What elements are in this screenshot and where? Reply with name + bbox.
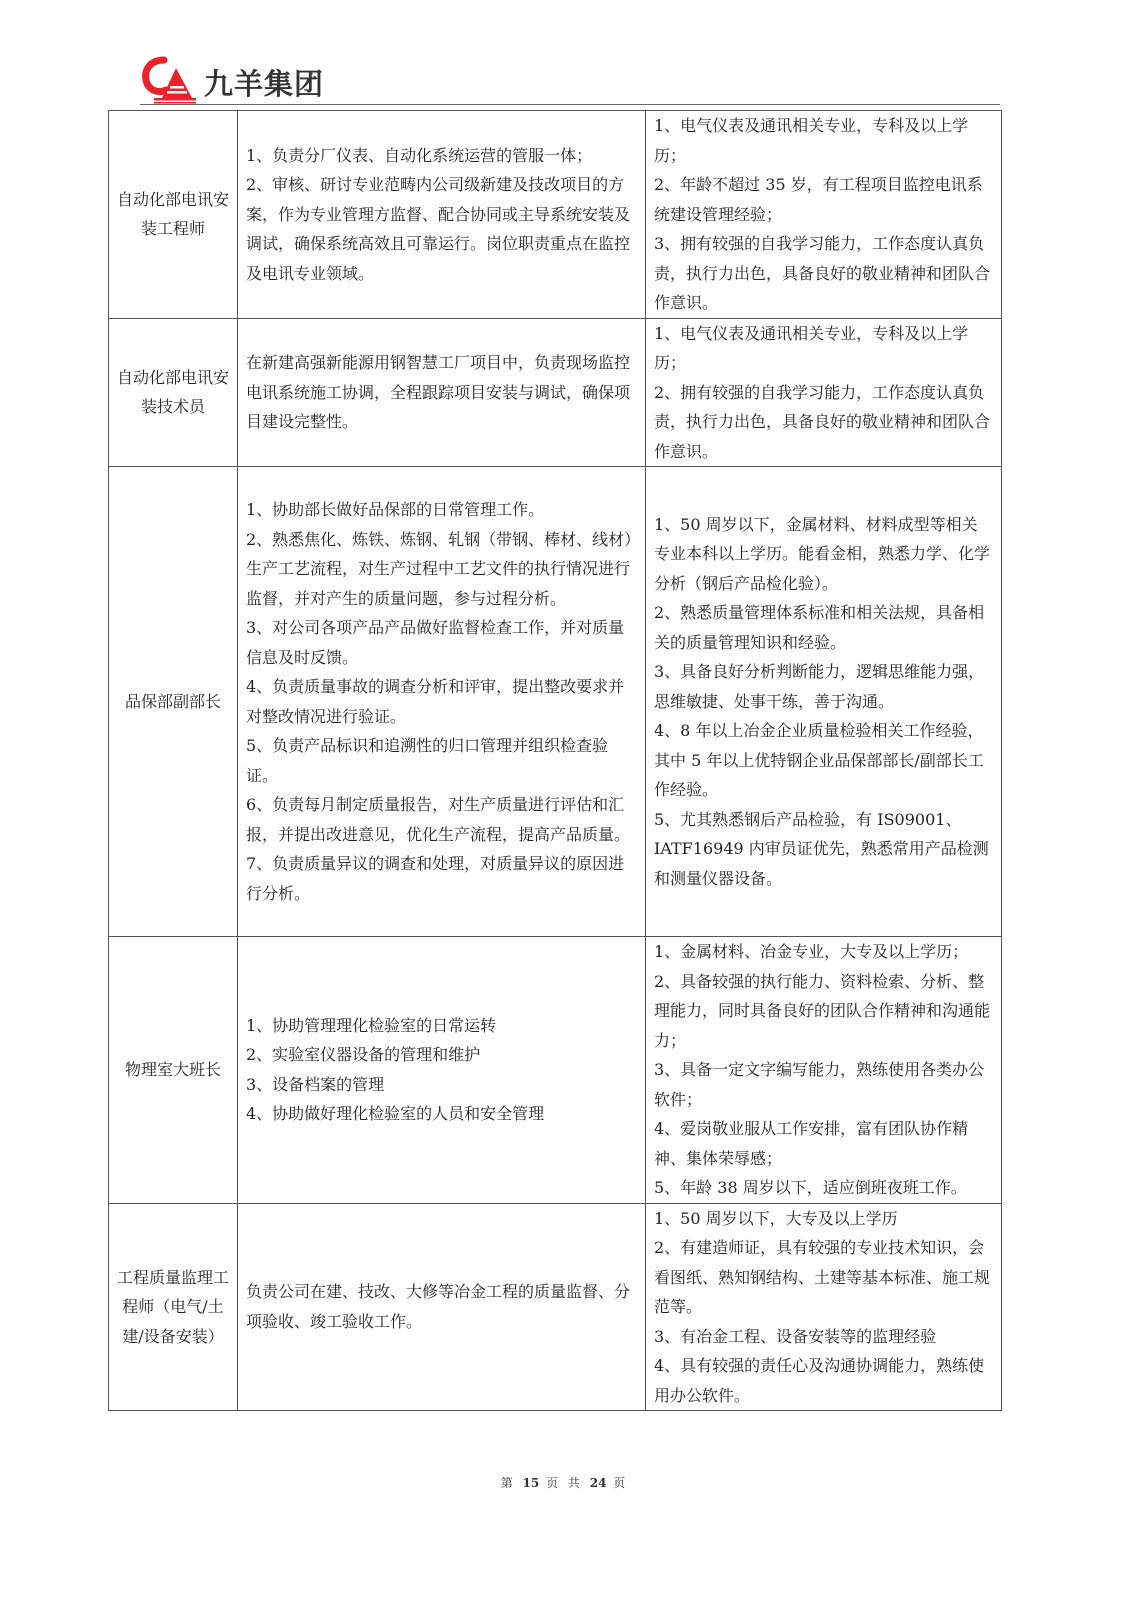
requirement-item: 4、8 年以上冶金企业质量检验相关工作经验，其中 5 年以上优特钢企业品保部部长/副部长工作经验。 [654, 721, 984, 800]
requirement-item: 1、电气仪表及通讯相关专业，专科及以上学历； [654, 116, 969, 165]
requirement-item: 2、熟悉质量管理体系标准和相关法规，具备相关的质量管理知识和经验。 [654, 603, 985, 652]
requirement-item: 3、具备一定文字编写能力，熟练使用各类办公软件； [654, 1060, 985, 1109]
position-cell: 工程质量监理工程师（电气/土建/设备安装） [109, 1203, 238, 1411]
requirements-cell [646, 1203, 1002, 1411]
requirement-item: 1、50 周岁以下，金属材料、材料成型等相关专业本科以上学历。能看金相，熟悉力学、化学分析（钢后产品检化验）。 [654, 514, 991, 593]
table-row [109, 467, 1002, 937]
job-table [108, 110, 1002, 1411]
position-cell: 自动化部电讯安装工程师 [109, 111, 238, 319]
requirements-cell [646, 318, 1002, 467]
requirement-item: 3、拥有较强的自我学习能力，工作态度认真负责，执行力出色，具备良好的敬业精神和团队合作意识。 [654, 234, 991, 312]
header-divider [140, 104, 1000, 105]
page-footer [0, 1474, 1129, 1491]
duties-cell [238, 937, 646, 1204]
duty-item: 5、负责产品标识和追溯性的归口管理并组织检查验证。 [246, 736, 609, 785]
requirement-item: 1、50 周岁以下，大专及以上学历 [654, 1208, 898, 1228]
duty-item: 1、协助部长做好品保部的日常管理工作。 [246, 500, 545, 519]
footer-middle: 页 共 [546, 1476, 583, 1490]
duty-item: 4、协助做好理化检验室的人员和安全管理 [246, 1104, 545, 1124]
company-name: 九羊集团 [204, 67, 325, 101]
duty-item: 2、实验室仪器设备的管理和维护 [246, 1045, 481, 1065]
table-row [109, 937, 1002, 1204]
duty-item: 1、协助管理理化检验室的日常运转 [246, 1015, 497, 1035]
duty-item: 7、负责质量异议的调查和处理，对质量异议的原因进行分析。 [246, 854, 625, 903]
total-pages: 24 [589, 1476, 607, 1490]
duties-cell [238, 1203, 646, 1411]
position-cell: 品保部副部长 [109, 467, 238, 937]
duty-item: 3、对公司各项产品产品做好监督检查工作，并对质量信息及时反馈。 [246, 618, 625, 667]
table-row [109, 1203, 1002, 1411]
position-cell: 自动化部电讯安装技术员 [109, 318, 238, 467]
duty-item: 2、熟悉焦化、炼铁、炼钢、轧钢（带钢、棒材、线材）生产工艺流程，对生产过程中工艺文件的执行情况进行监督，并对产生的质量问题，参与过程分析。 [246, 529, 633, 608]
table-row [109, 318, 1002, 467]
requirement-item: 4、爱岗敬业服从工作安排，富有团队协作精神、集体荣辱感； [654, 1119, 969, 1168]
duties-cell [238, 111, 646, 319]
duty-item: 3、设备档案的管理 [246, 1074, 385, 1094]
requirement-item: 5、年龄 38 周岁以下，适应倒班夜班工作。 [654, 1178, 967, 1197]
position-cell: 物理室大班长 [109, 937, 238, 1204]
requirement-item: 1、电气仪表及通讯相关专业，专科及以上学历； [654, 323, 969, 372]
requirement-item: 4、具有较强的责任心及沟通协调能力，熟练使用办公软件。 [654, 1356, 985, 1405]
requirement-item: 2、年龄不超过 35 岁，有工程项目监控电讯系统建设管理经验； [654, 175, 983, 224]
duty-item: 6、负责每月制定质量报告，对生产质量进行评估和汇报，并提出改进意见，优化生产流程，提高产品质量。 [246, 795, 631, 844]
duties-cell [238, 318, 646, 467]
duty-item: 4、负责质量事故的调查分析和评审，提出整改要求并对整改情况进行验证。 [246, 677, 625, 726]
duty-item: 负责公司在建、技改、大修等冶金工程的质量监督、分项验收、竣工验收工作。 [246, 1282, 631, 1331]
duties-cell [238, 467, 646, 937]
duty-item: 在新建高强新能源用钢智慧工厂项目中，负责现场监控电讯系统施工协调，全程跟踪项目安装与调试，确保项目建设完整性。 [246, 353, 631, 431]
requirement-item: 1、金属材料、冶金专业，大专及以上学历； [654, 942, 969, 961]
duty-item: 2、审核、研讨专业范畴内公司级新建及技改项目的方案，作为专业管理方监督、配合协同或主导系统安装及调试，确保系统高效且可靠运行。岗位职责重点在监控及电讯专业领域。 [246, 175, 631, 283]
duty-item: 1、负责分厂仪表、自动化系统运营的管服一体； [246, 145, 593, 165]
requirement-item: 3、具备良好分析判断能力，逻辑思维能力强，思维敏捷、处事干练，善于沟通。 [654, 662, 985, 711]
page-header [140, 52, 1000, 108]
requirements-cell [646, 111, 1002, 319]
requirement-item: 5、尤其熟悉钢后产品检验，有 IS09001、IATF16949 内审员证优先，熟悉常用产品检测和测量仪器设备。 [654, 809, 989, 888]
page-number: 15 [522, 1476, 540, 1490]
footer-prefix: 第 [500, 1476, 516, 1490]
requirement-item: 2、具备较强的执行能力、资料检索、分析、整理能力，同时具备良好的团队合作精神和沟通能力； [654, 971, 991, 1050]
requirement-item: 2、有建造师证，具有较强的专业技术知识，会看图纸、熟知钢结构、土建等基本标准、施工规范等。 [654, 1238, 991, 1316]
table-row [109, 111, 1002, 319]
footer-suffix: 页 [613, 1476, 629, 1490]
requirements-cell [646, 937, 1002, 1204]
requirement-item: 3、有冶金工程、设备安装等的监理经验 [654, 1326, 937, 1346]
company-logo-icon [140, 54, 200, 104]
requirement-item: 2、拥有较强的自我学习能力，工作态度认真负责，执行力出色，具备良好的敬业精神和团队合作意识。 [654, 382, 991, 461]
requirements-cell [646, 467, 1002, 937]
